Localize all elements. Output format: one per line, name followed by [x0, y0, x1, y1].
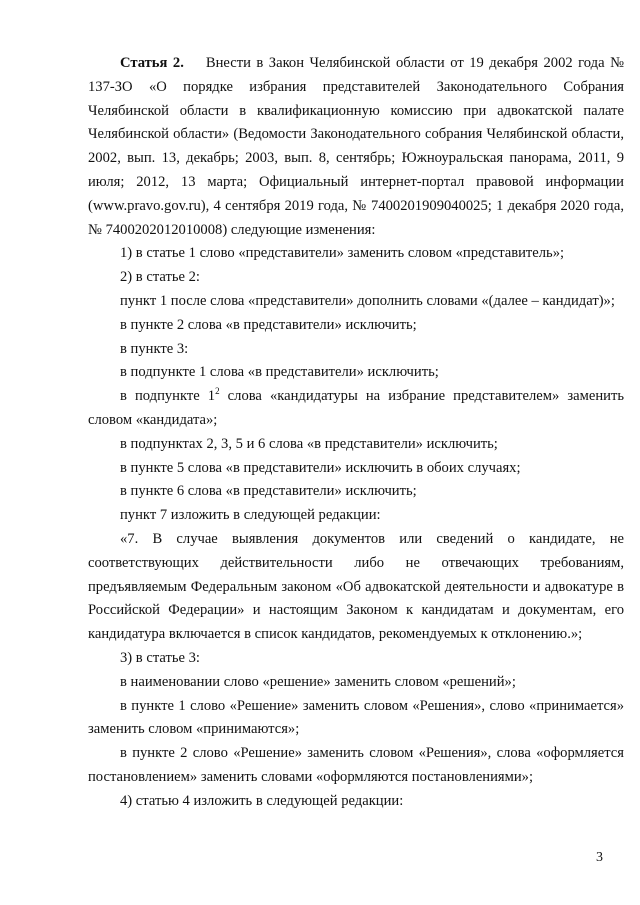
quoted-point-7: «7. В случае выявления документов или сведений о кандидате, не соответствующих действительности либо не отвечающих требованиям, предъявляемым Федеральным законом «Об адвокатской деятельности и адвокатуре в Российской Федерации» и настоящим Законом к кандидатам и документам, его кандидатура включается в список кандидатов, рекомендуемых к отклонению.»;: [88, 530, 624, 643]
line-subpoint-1: в подпункте 1 слова «в представители» исключить;: [120, 364, 439, 381]
line-point-2-art3: в пункте 2 слово «Решение» заменить словом «Решения», слова «оформляется постановлением» заменить словами «оформляются постановлениями»;: [88, 745, 624, 785]
page-number: 3: [596, 850, 603, 865]
article-intro: Внести в Закон Челябинской области от 19 декабря 2002 года № 137-ЗО «О порядке избрания представителей Законодательного Собрания Челябинской области в квалификационную комиссию при адвокатской палате Челябинской области» (Ведомости Законодательного собрания Челябинской области, 2002, вып. 13, декабрь; 2003, вып. 8, сентябрь; Южноуральская панорама, 2011, 9 июля; 2012, 13 марта; Официальный интернет-портал правовой информации (www.pravo.gov.ru), 4 сентября 2019 года, № 7400201909040025; 1 декабря 2020 года, № 7400202012010008) следующие изменения:: [88, 55, 624, 238]
line-point-3: в пункте 3:: [120, 340, 189, 357]
line-point-2: в пункте 2 слова «в представители» исключить;: [120, 316, 417, 333]
line-title: в наименовании слово «решение» заменить словом «решений»;: [120, 673, 516, 690]
line-subpoints-2356: в подпунктах 2, 3, 5 и 6 слова «в представители» исключить;: [120, 435, 498, 452]
item-4: 4) статью 4 изложить в следующей редакции:: [120, 792, 404, 809]
superscript: 2: [215, 386, 220, 397]
item-1: 1) в статье 1 слово «представители» заменить словом «представитель»;: [120, 245, 565, 262]
subpoint-text-b: слова «кандидатуры на избрание представителем» заменить словом «кандидата»;: [88, 388, 624, 428]
line-point-1-art3: в пункте 1 слово «Решение» заменить словом «Решения», слово «принимается» заменить словом «принимаются»;: [88, 697, 624, 738]
document-body: [88, 52, 624, 814]
line-point-1: пункт 1 после слова «представители» дополнить словами «(далее – кандидат)»;: [120, 292, 615, 309]
line-subpoint-1-2: [88, 385, 624, 433]
line-point-6: в пункте 6 слова «в представители» исключить;: [120, 483, 417, 500]
article-title: Статья 2.: [120, 55, 184, 71]
line-point-7: пункт 7 изложить в следующей редакции:: [120, 507, 381, 524]
item-3: 3) в статье 3:: [120, 649, 200, 666]
subpoint-text-a: в подпункте 1: [120, 388, 216, 405]
item-2: 2) в статье 2:: [120, 269, 200, 286]
line-point-5: в пункте 5 слова «в представители» исключить в обоих случаях;: [120, 459, 521, 476]
article-paragraph: [88, 52, 624, 242]
